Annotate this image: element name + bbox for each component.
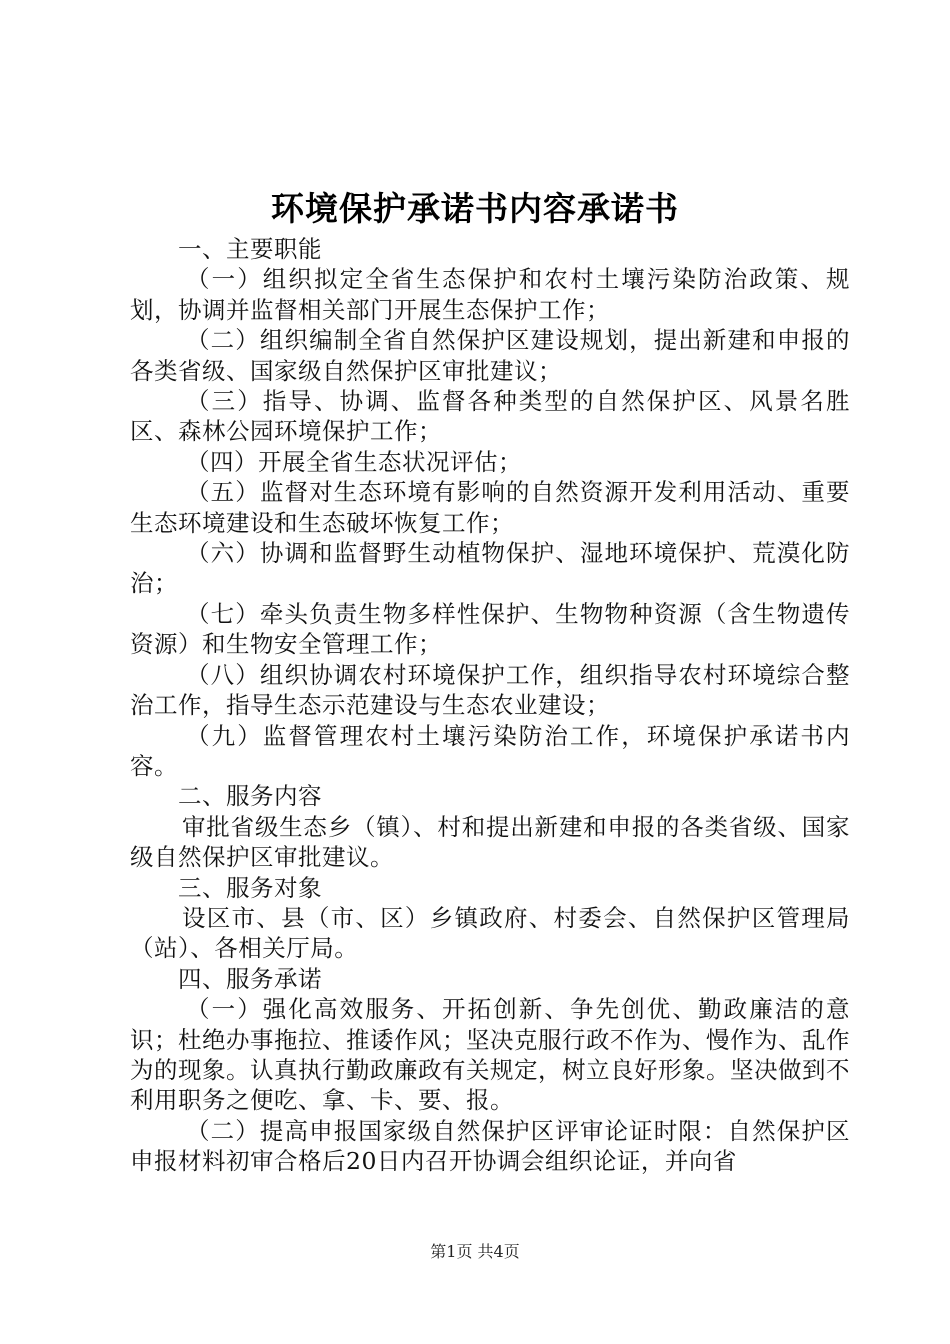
- section-heading: 三、服务对象: [178, 873, 322, 902]
- paragraph: （一）组织拟定全省生态保护和农村土壤污染防治政策、规划，协调并监督相关部门开展生态保护工作；: [130, 265, 850, 324]
- paragraph: 设区市、县（市、区）乡镇政府、村委会、自然保护区管理局（站）、各相关厅局。: [130, 903, 850, 963]
- paragraph: 审批省级生态乡（镇）、村和提出新建和申报的各类省级、国家级自然保护区审批建议。: [130, 812, 850, 872]
- section-heading: 一、主要职能: [178, 235, 322, 263]
- paragraph: （七）牵头负责生物多样性保护、生物物种资源（含生物遗传资源）和生物安全管理工作；: [130, 599, 850, 659]
- paragraph: （四）开展全省生态状况评估；: [186, 447, 522, 476]
- paragraph: （六）协调和监督野生动植物保护、湿地环境保护、荒漠化防治；: [130, 539, 850, 598]
- document-body: [130, 234, 850, 1177]
- paragraph: （一）强化高效服务、开拓创新、争先创优、勤政廉洁的意识；杜绝办事拖拉、推诿作风；坚决克服行政不作为、慢作为、乱作为的现象。认真执行勤政廉政有关规定，树立良好形象。坚决做到不利用职务之便吃、拿、卡、要、报。: [130, 995, 850, 1115]
- paragraph: （五）监督对生态环境有影响的自然资源开发利用活动、重要生态环境建设和生态破坏恢复工作；: [130, 478, 850, 537]
- paragraph: （二）提高申报国家级自然保护区评审论证时限：自然保护区申报材料初审合格后20日内召开协调会组织论证，并向省: [130, 1116, 850, 1176]
- paragraph: （九）监督管理农村土壤污染防治工作，环境保护承诺书内容。: [130, 721, 850, 780]
- section-heading: 二、服务内容: [178, 782, 322, 811]
- paragraph: （三）指导、协调、监督各种类型的自然保护区、风景名胜区、森林公园环境保护工作；: [130, 387, 850, 446]
- paragraph: （八）组织协调农村环境保护工作，组织指导农村环境综合整治工作，指导生态示范建设与生态农业建设；: [130, 660, 850, 720]
- paragraph: （二）组织编制全省自然保护区建设规划，提出新建和申报的各类省级、国家级自然保护区审批建议；: [130, 326, 850, 385]
- document-title: 环境保护承诺书内容承诺书: [271, 189, 679, 228]
- section-heading: 四、服务承诺: [178, 964, 322, 993]
- page-footer: 第1页 共4页: [430, 1242, 520, 1261]
